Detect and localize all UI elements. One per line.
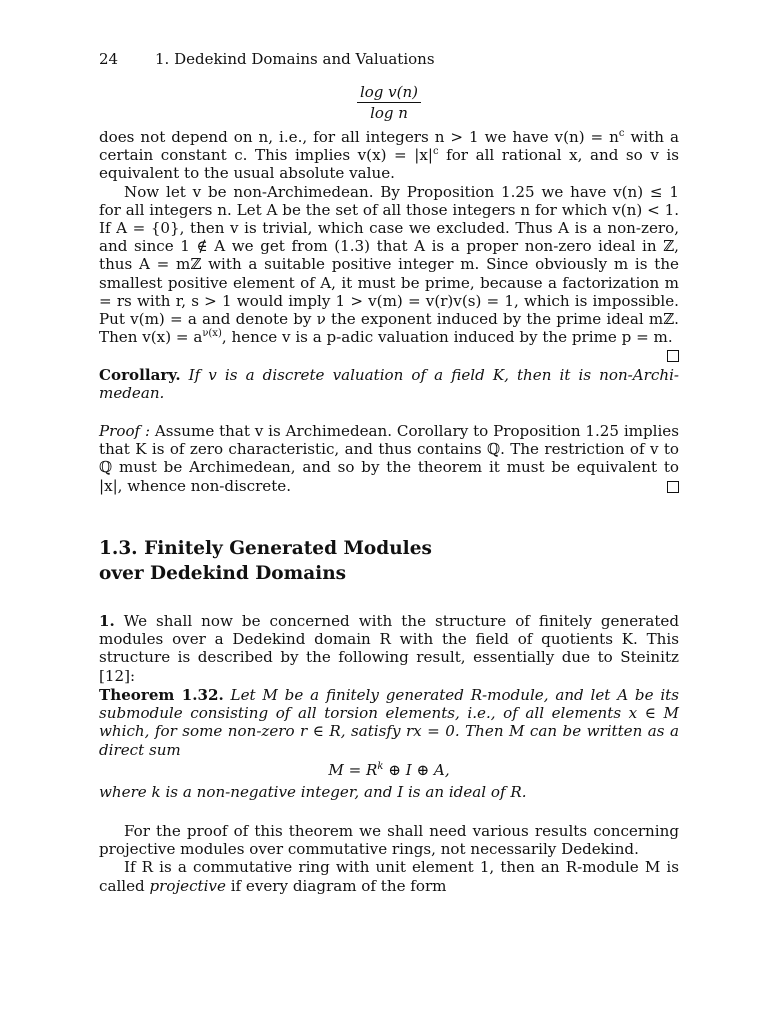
para5-line-2-start: called	[99, 876, 150, 895]
closing-paragraphs	[99, 822, 679, 895]
para1-sup-2: c	[432, 146, 439, 158]
section-heading	[99, 536, 679, 586]
theorem-line-5: where k is a non-negative integer, and I is an ideal of R.	[99, 783, 527, 802]
paragraph-4	[99, 822, 679, 858]
corollary	[99, 366, 679, 402]
para2-line-9: v(x) = a	[142, 328, 203, 347]
section-intro	[99, 612, 679, 685]
para4-line-2: projective modules over commutative rings, not necessarily Dedekind.	[99, 840, 639, 859]
theorem-line-2: submodule consisting of all torsion elements, i.e., of all elements x ∈ M	[99, 704, 679, 723]
corollary-proof	[99, 422, 679, 495]
theorem-line-4: direct sum	[99, 740, 181, 759]
formula-main: M = R	[328, 760, 378, 779]
para2-line-6: positive element of A, it must be prime, because a factorization m = rs	[99, 273, 679, 310]
para1-line-2-end: for all rational x, and so v is	[438, 146, 679, 165]
paragraph-3	[99, 612, 679, 685]
section-heading-line-2: over Dedekind Domains	[99, 563, 347, 584]
para5-line-1: If R is a commutative ring with unit element 1, then an R-module M is	[124, 858, 679, 877]
para2-line-7: with r, s > 1 would imply 1 > v(m) = v(r)v(s) = 1, which is impossible. Put	[99, 291, 679, 329]
para1-line-2: a certain constant c. This implies v(x) = |x|	[99, 128, 679, 165]
corollary-line-2: medean.	[99, 384, 165, 403]
para3-line-3: described by the following result, essentially due to Steinitz [12]:	[99, 648, 679, 685]
theorem-1-32	[99, 686, 679, 801]
proof-line-4: whence non-discrete.	[127, 476, 292, 495]
corollary-statement	[99, 366, 679, 402]
para2-line-9-end: , hence v is a p-adic valuation induced by the prime p = m.	[221, 328, 673, 347]
para2-line-1: Now let v be non-Archimedean. By Proposition 1.25 we have v(n) ≤ 1 for	[99, 182, 679, 219]
proof-paragraph	[99, 422, 679, 495]
para2-line-4: since 1 ∉ A we get from (1.3) that A is a proper non-zero ideal in ℤ, thus	[99, 237, 679, 274]
qed-box-icon	[667, 350, 679, 362]
paragraph-5	[99, 858, 679, 894]
para2-line-8: v(m) = a and denote by ν the exponent induced by the prime ideal mℤ. Then	[99, 310, 679, 347]
page-number: 24	[99, 50, 119, 68]
para3-line-1: We shall now be concerned with the structure of finitely generated modules	[99, 612, 679, 649]
para1-line-3: equivalent to the usual absolute value.	[99, 164, 395, 183]
fraction-denominator: log n	[370, 104, 408, 122]
theorem-line-1: Let M be a finitely generated R-module, and let A be its	[223, 686, 679, 704]
theorem-label: Theorem 1.32.	[99, 686, 224, 704]
chapter-title: 1. Dedekind Domains and Valuations	[155, 50, 435, 68]
paragraph-1	[99, 128, 679, 183]
proof-label: Proof :	[99, 422, 151, 440]
proof-line-2: that K is of zero characteristic, and thus contains ℚ. The restriction of v to	[99, 440, 679, 459]
proof-line-1: Assume that v is Archimedean. Corollary to Proposition 1.25 implies	[150, 422, 679, 440]
para2-sup: ν(x)	[202, 328, 222, 340]
qed-box-icon	[667, 481, 679, 493]
corollary-label: Corollary.	[99, 366, 181, 384]
paragraph-number: 1.	[99, 612, 115, 630]
para3-line-2: over a Dedekind domain R with the field of quotients K. This structure is	[99, 630, 679, 667]
theorem-statement	[99, 686, 679, 759]
theorem-conclusion	[99, 783, 679, 801]
para2-line-2: all integers n. Let A be the set of all those integers n for which v(n) < 1. If	[99, 200, 679, 238]
para1-sup-1: c	[618, 127, 625, 139]
formula-end: ⊕ I ⊕ A,	[383, 760, 450, 779]
theorem-line-3: which, for some non-zero r ∈ R, satisfy rx = 0. Then M can be written as a	[99, 722, 679, 741]
para2-line-3: A = {0}, then v is trivial, which case we excluded. Thus A is a non-zero, and	[99, 219, 679, 256]
corollary-line-1: If v is a discrete valuation of a field K, then it is non-Archi-	[180, 366, 679, 384]
projective-term: projective	[149, 876, 226, 895]
para1-line-1-end: with	[624, 128, 665, 146]
para2-line-5: A = mℤ with a suitable positive integer m. Since obviously m is the smallest	[99, 255, 679, 292]
fraction-numerator: log v(n)	[357, 83, 421, 103]
proof-continuation	[99, 128, 679, 362]
theorem-formula	[99, 761, 679, 779]
formula-sup: k	[377, 760, 384, 772]
para1-line-1: does not depend on n, i.e., for all integers n > 1 we have v(n) = n	[99, 128, 619, 146]
para5-line-2-end: if every diagram of the form	[225, 876, 447, 895]
proof-line-3: ℚ must be Archimedean, and so by the theorem it must be equivalent to |x|,	[99, 458, 679, 495]
display-fraction	[0, 83, 768, 122]
paragraph-2	[99, 183, 679, 347]
para4-line-1: For the proof of this theorem we shall need various results concerning	[124, 822, 679, 840]
section-heading-line-1: 1.3. Finitely Generated Modules	[99, 538, 432, 559]
running-head	[99, 50, 679, 68]
